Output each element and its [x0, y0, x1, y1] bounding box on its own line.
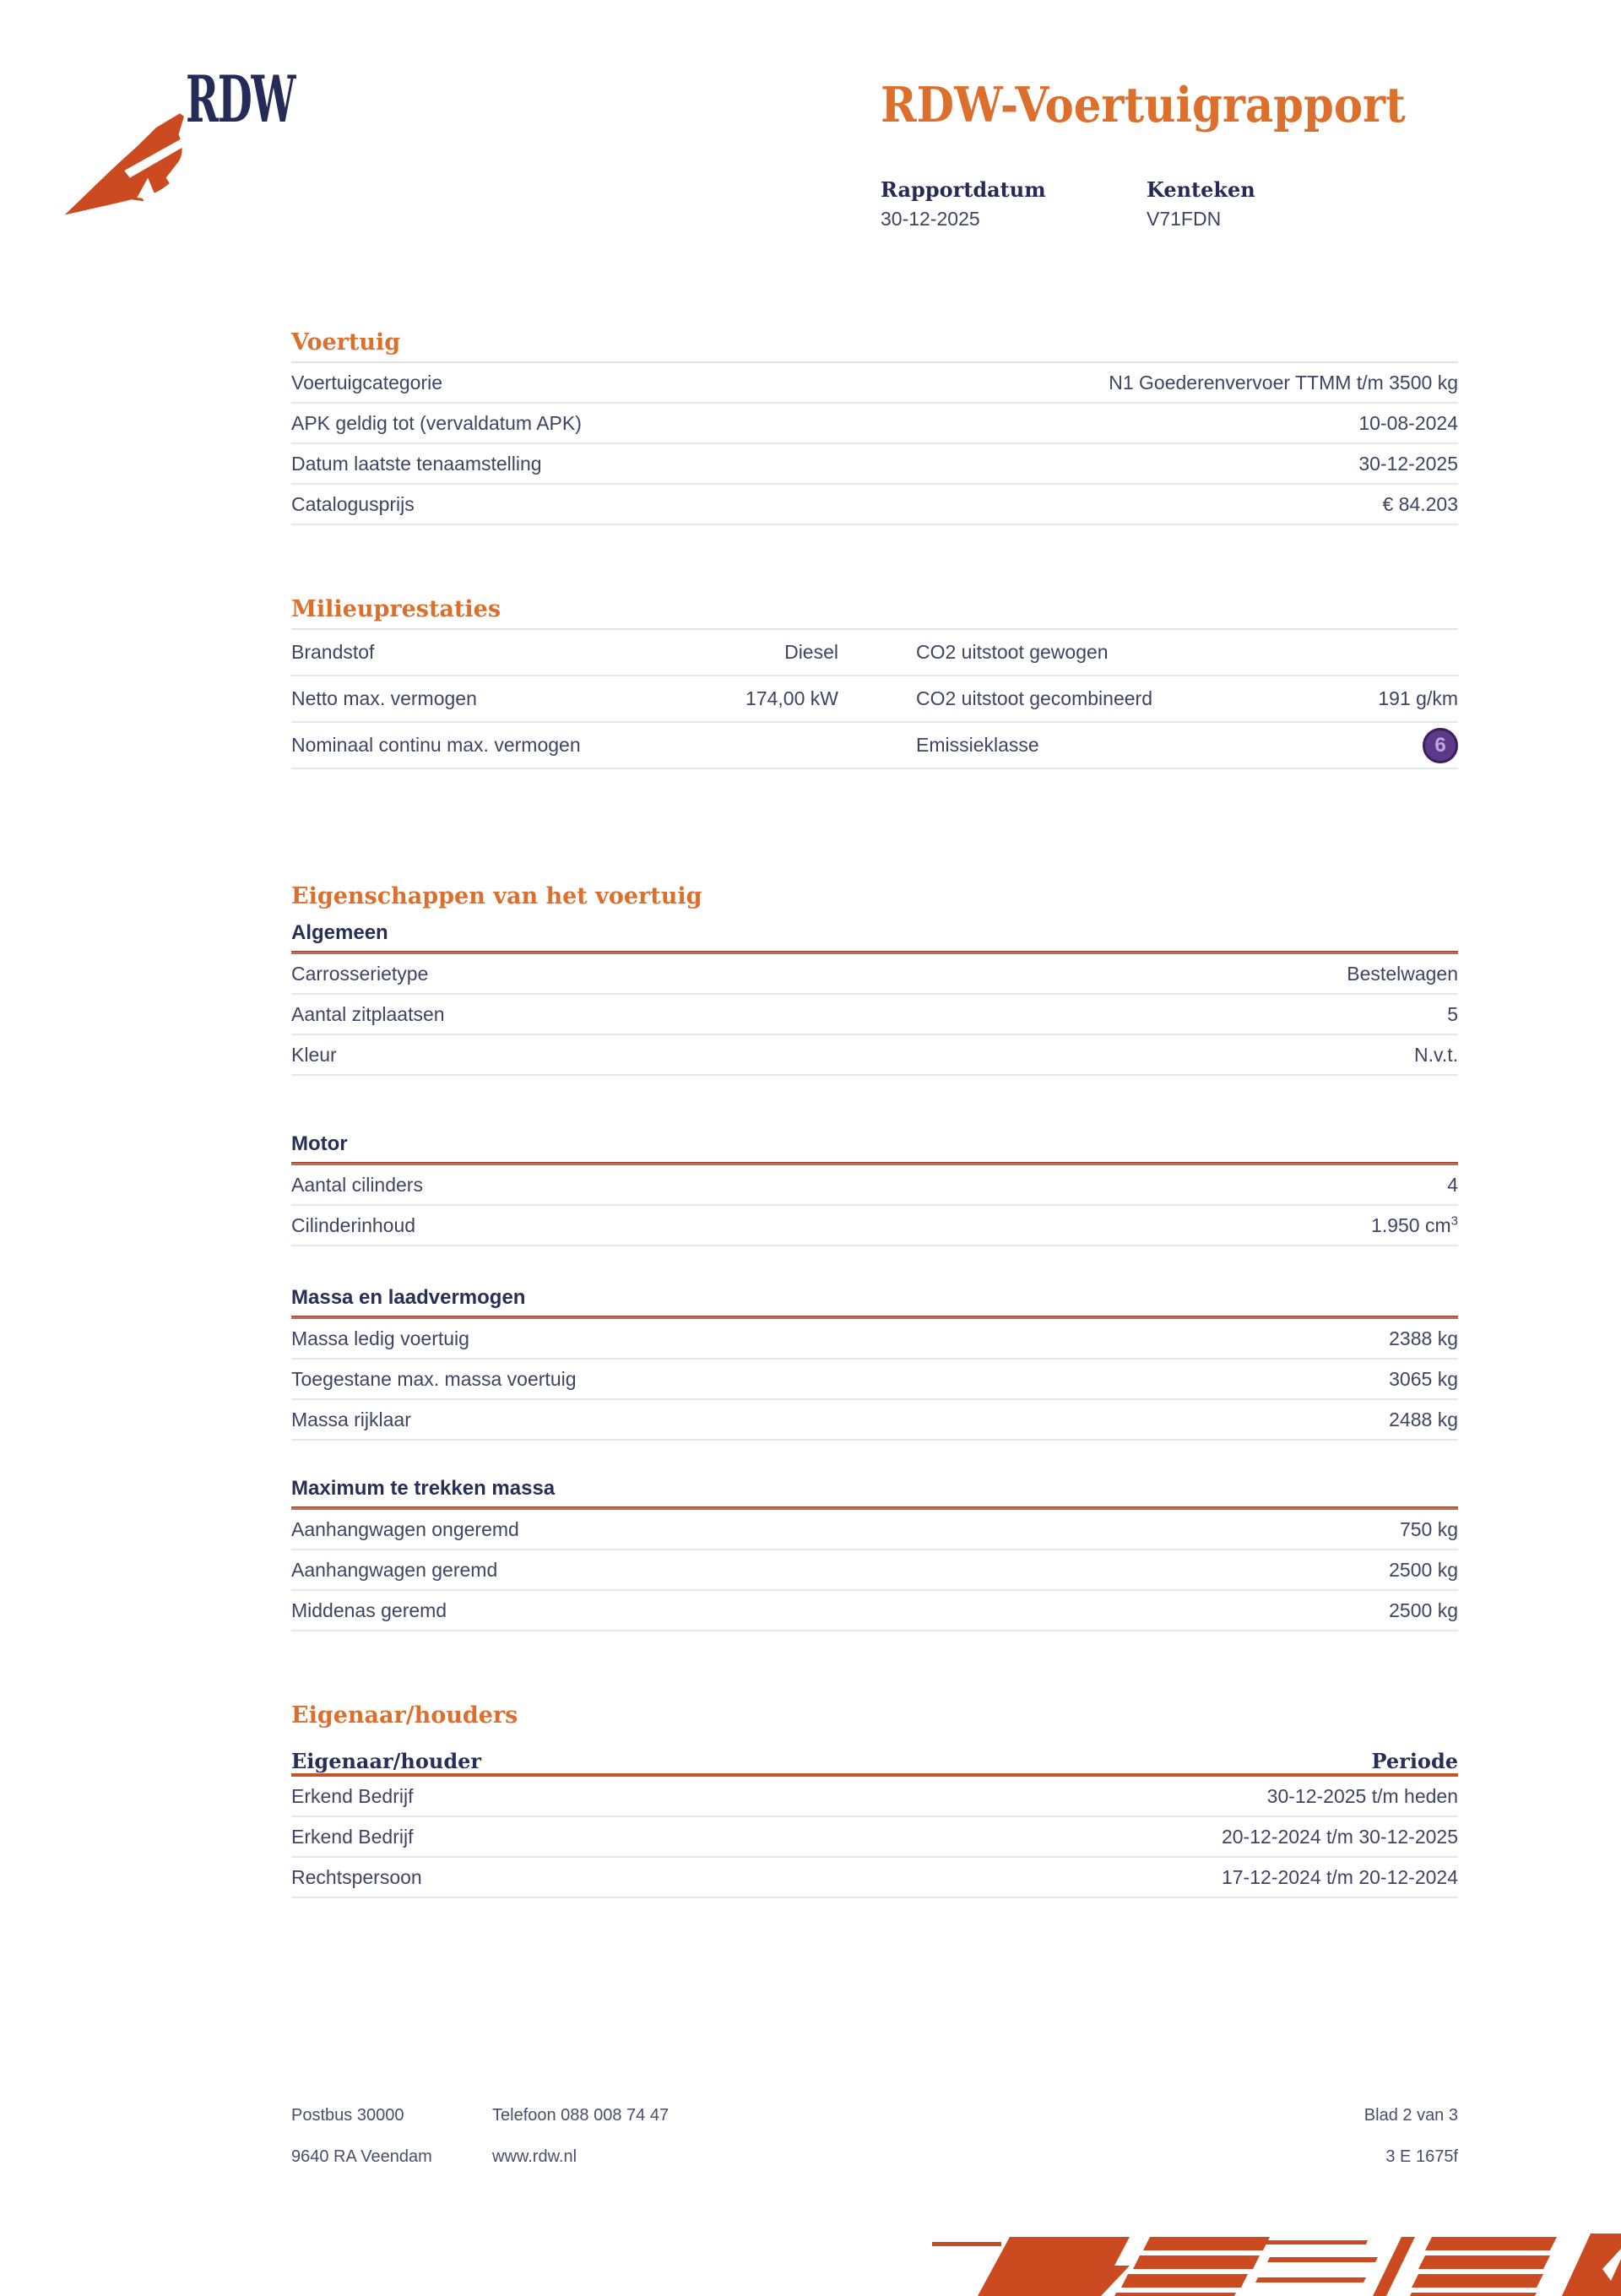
table-row [291, 1400, 1458, 1441]
row-value: 2388 kg [1389, 1327, 1458, 1349]
table-row [291, 1510, 1458, 1550]
owner-period: 20-12-2024 t/m 30-12-2025 [1221, 1825, 1458, 1848]
subsection-motor [291, 1132, 1458, 1246]
row-label: Aanhangwagen geremd [291, 1558, 498, 1581]
table-row [291, 1777, 1458, 1817]
emission-class-badge: 6 [1423, 728, 1458, 763]
owner-name: Rechtspersoon [291, 1865, 422, 1888]
owner-name: Erkend Bedrijf [291, 1825, 414, 1848]
subsection-heading-motor: Motor [291, 1132, 348, 1155]
table-row [291, 1035, 1458, 1076]
table-row [291, 995, 1458, 1035]
row-value: Diesel [784, 641, 838, 663]
rdw-feather-icon [57, 95, 184, 221]
section-voertuig [291, 329, 1458, 525]
row-label: CO2 uitstoot gewogen [916, 641, 1109, 663]
rdw-logo-text: RDW [186, 62, 295, 137]
table-row [291, 954, 1458, 995]
row-value: 10-08-2024 [1358, 411, 1458, 434]
section-heading-eigenschappen-wrap [291, 883, 1458, 910]
row-value: 2488 kg [1389, 1408, 1458, 1430]
row-label: Aanhangwagen ongeremd [291, 1517, 519, 1540]
subsection-heading-massa: Massa en laadvermogen [291, 1286, 526, 1309]
row-label: Datum laatste tenaamstelling [291, 452, 542, 475]
row-value: 2500 kg [1389, 1599, 1458, 1621]
page-title: RDW-Voertuigrapport [881, 77, 1406, 133]
section-heading-voertuig: Voertuig [291, 329, 401, 356]
report-date-value: 30-12-2025 [881, 208, 980, 230]
speed-lines-graphic [929, 2234, 1621, 2296]
section-heading-eigenaar: Eigenaar/houders [291, 1702, 518, 1729]
row-value: 4 [1447, 1173, 1458, 1196]
row-value: Bestelwagen [1347, 962, 1458, 985]
license-plate-label: Kenteken [1147, 177, 1255, 202]
footer-website: www.rdw.nl [492, 2147, 577, 2166]
row-label: Netto max. vermogen [291, 687, 477, 709]
row-value: 5 [1447, 1002, 1458, 1025]
footer-doc-code: 3 E 1675f [1385, 2147, 1458, 2166]
table-row [291, 1591, 1458, 1631]
owner-name: Erkend Bedrijf [291, 1784, 414, 1807]
subsection-algemeen [291, 920, 1458, 1076]
subsection-heading-trekken: Maximum te trekken massa [291, 1477, 556, 1500]
footer-address-line1: Postbus 30000 [291, 2106, 404, 2125]
row-value: € 84.203 [1382, 492, 1458, 515]
subsection-heading-algemeen: Algemeen [291, 921, 388, 944]
row-label: Catalogusprijs [291, 492, 415, 515]
table-row [291, 723, 1458, 769]
section-heading-milieuprestaties: Milieuprestaties [291, 596, 501, 622]
row-label: Nominaal continu max. vermogen [291, 734, 581, 756]
owner-period: 30-12-2025 t/m heden [1266, 1784, 1458, 1807]
table-row [291, 444, 1458, 485]
table-row [291, 1858, 1458, 1898]
row-value: 3065 kg [1389, 1367, 1458, 1390]
owner-period: 17-12-2024 t/m 20-12-2024 [1221, 1865, 1458, 1888]
footer-page-indicator: Blad 2 van 3 [1363, 2106, 1458, 2125]
footer-address-line2: 9640 RA Veendam [291, 2147, 432, 2166]
row-value: N1 Goederenvervoer TTMM t/m 3500 kg [1109, 371, 1458, 394]
row-label: Voertuigcategorie [291, 371, 443, 394]
row-label: Cilinderinhoud [291, 1213, 416, 1236]
table-row [291, 676, 1458, 723]
row-label: Carrosserietype [291, 962, 429, 985]
row-label: CO2 uitstoot gecombineerd [916, 687, 1152, 709]
section-eigenaar [291, 1702, 1458, 1898]
row-label: Massa ledig voertuig [291, 1327, 469, 1349]
row-label: Kleur [291, 1043, 337, 1066]
table-row [291, 1360, 1458, 1400]
row-label: Emissieklasse [916, 734, 1039, 756]
row-value: N.v.t. [1414, 1043, 1458, 1066]
owner-table-header [291, 1740, 1458, 1773]
row-label: Aantal zitplaatsen [291, 1002, 445, 1025]
row-value: 30-12-2025 [1358, 452, 1458, 475]
row-value: 191 g/km [1378, 687, 1458, 709]
report-date-label: Rapportdatum [881, 177, 1046, 202]
subsection-massa [291, 1285, 1458, 1441]
column-header-owner: Eigenaar/houder [291, 1749, 482, 1773]
row-label: Middenas geremd [291, 1599, 447, 1621]
row-value: 750 kg [1399, 1517, 1458, 1540]
table-row [291, 404, 1458, 444]
table-row [291, 363, 1458, 404]
row-value: 2500 kg [1389, 1558, 1458, 1581]
cylinder-capacity-value: 1.950 cm [1371, 1213, 1451, 1236]
row-value [1371, 1214, 1458, 1237]
table-row [291, 1206, 1458, 1246]
row-label: Brandstof [291, 641, 375, 663]
table-row [291, 1550, 1458, 1591]
table-row [291, 485, 1458, 525]
table-row [291, 1817, 1458, 1858]
row-label: APK geldig tot (vervaldatum APK) [291, 411, 582, 434]
table-row [291, 1319, 1458, 1360]
section-milieuprestaties [291, 596, 1458, 769]
row-value: 174,00 kW [745, 687, 838, 709]
row-label: Toegestane max. massa voertuig [291, 1367, 577, 1390]
row-label: Aantal cilinders [291, 1173, 423, 1196]
license-plate-value: V71FDN [1147, 208, 1222, 230]
column-header-period: Periode [1371, 1749, 1458, 1773]
section-heading-eigenschappen: Eigenschappen van het voertuig [291, 883, 702, 909]
footer-phone: Telefoon 088 008 74 47 [492, 2106, 670, 2125]
table-row [291, 630, 1458, 676]
subsection-trekken [291, 1476, 1458, 1631]
row-label: Massa rijklaar [291, 1408, 411, 1430]
table-row [291, 1165, 1458, 1206]
superscript: 3 [1450, 1213, 1458, 1228]
